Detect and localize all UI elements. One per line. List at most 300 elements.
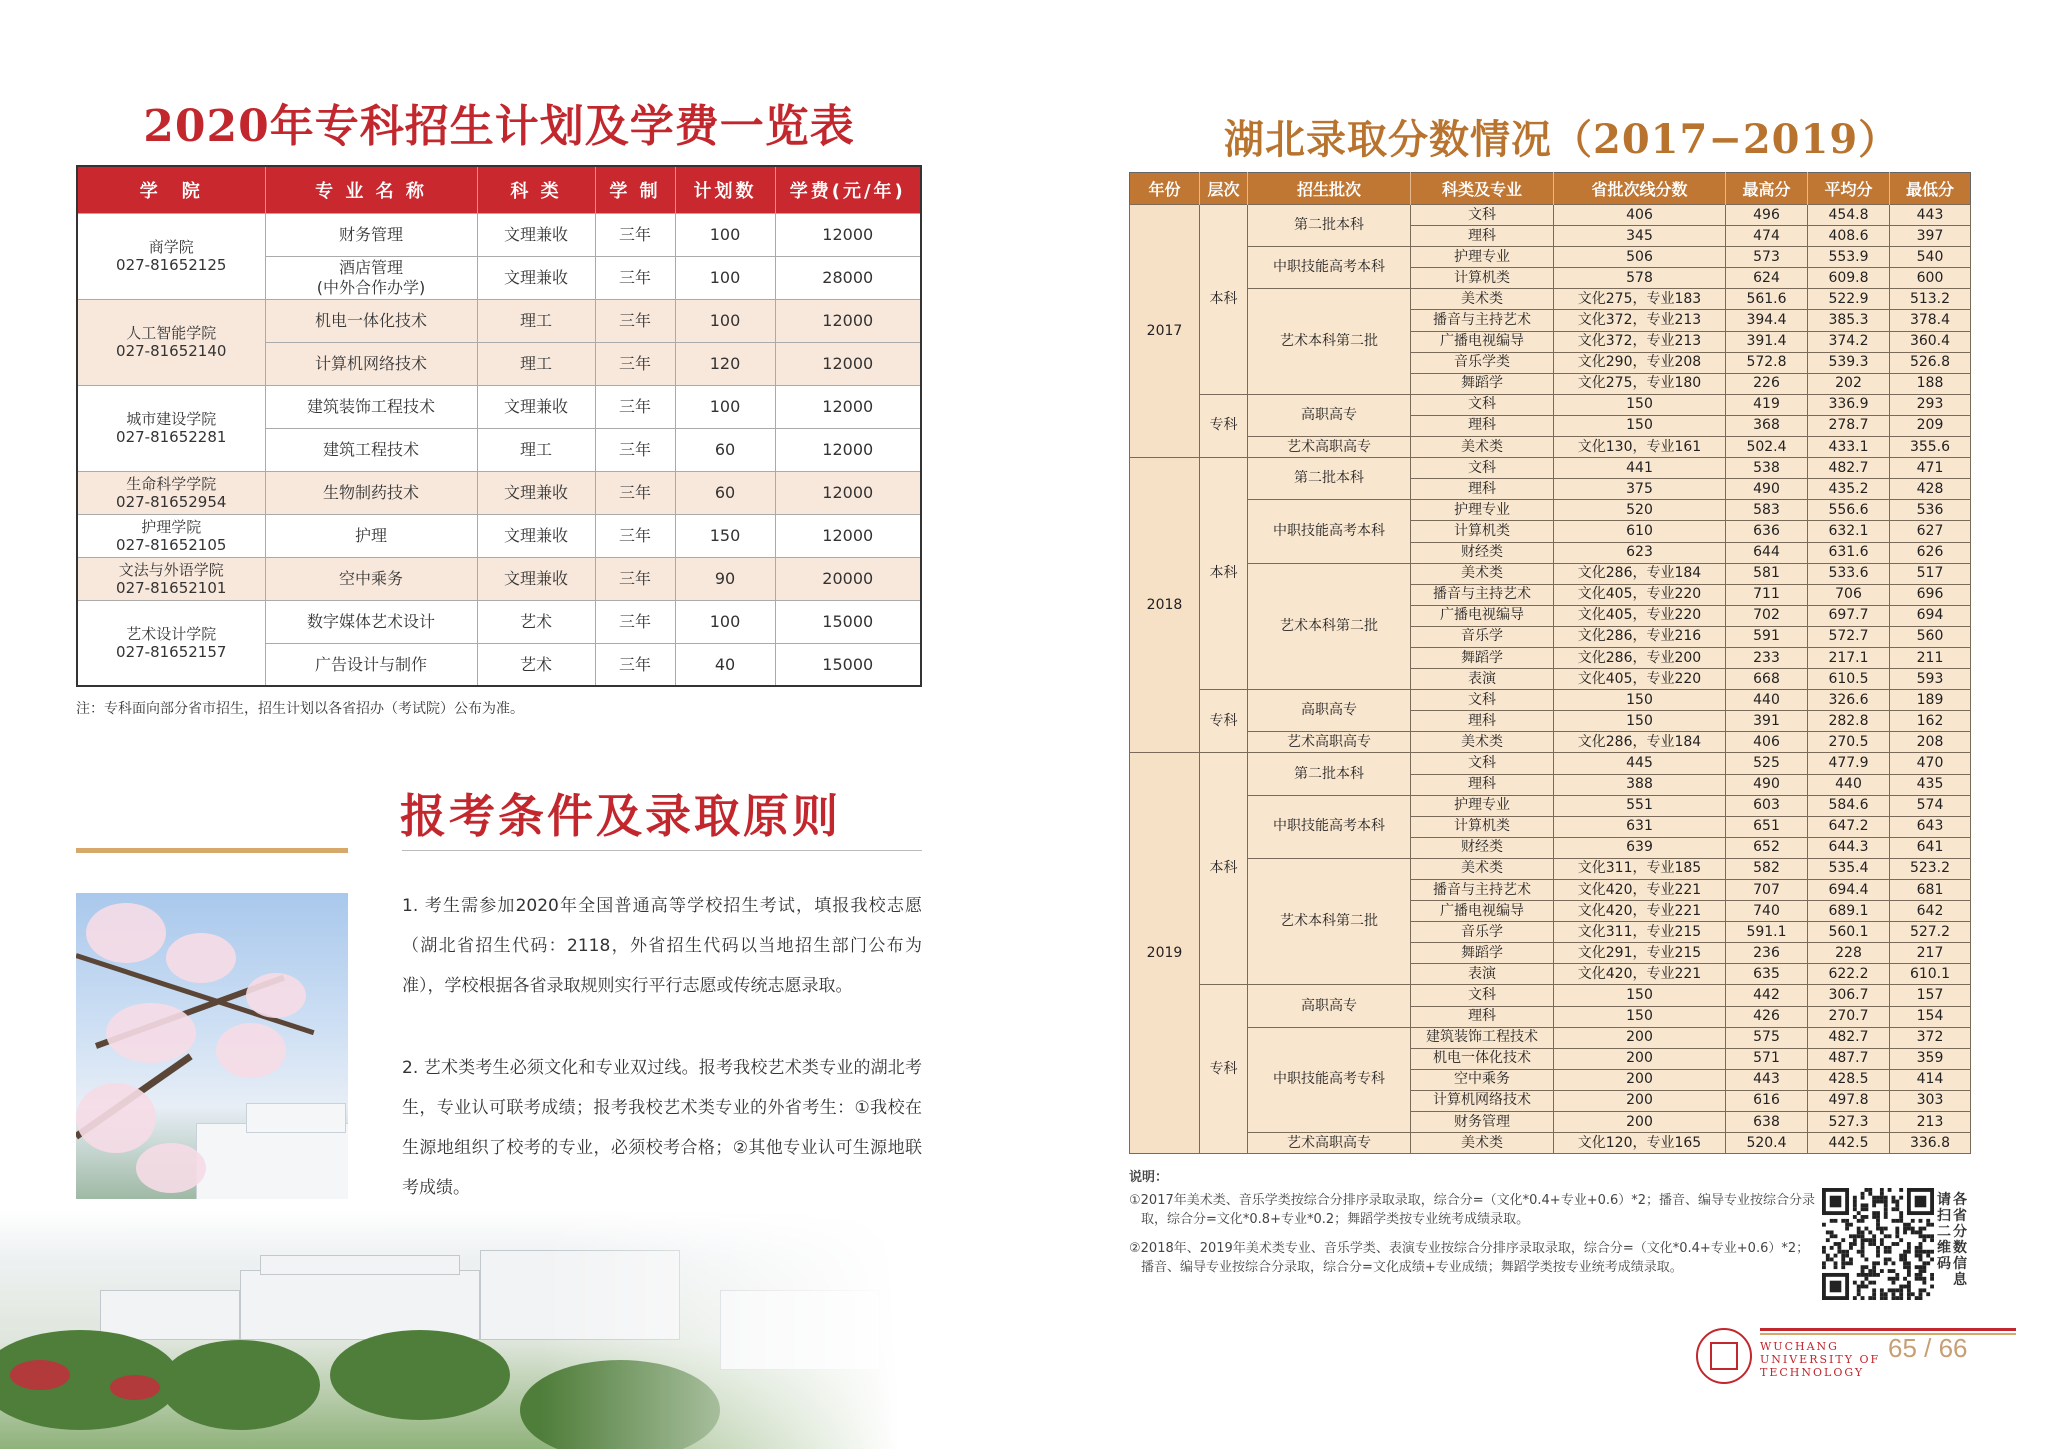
fee-cell: 12000 <box>775 213 921 256</box>
table-row <box>77 557 921 600</box>
avg-cell: 217.1 <box>1808 647 1890 668</box>
table-row <box>77 600 921 643</box>
avg-cell: 533.6 <box>1808 563 1890 584</box>
major-cell: 舞蹈学 <box>1411 943 1554 964</box>
university-seal-icon <box>1696 1328 1752 1384</box>
max-cell: 520.4 <box>1726 1133 1808 1154</box>
major-cell: 舞蹈学 <box>1411 373 1554 394</box>
avg-cell: 270.5 <box>1808 732 1890 753</box>
avg-cell: 487.7 <box>1808 1048 1890 1069</box>
type-cell: 文理兼收 <box>477 213 595 256</box>
college-phone: 027-81652105 <box>116 535 227 554</box>
batch-cell: 艺术本科第二批 <box>1248 858 1411 985</box>
table-row <box>77 514 921 557</box>
college-cell <box>77 471 265 514</box>
score-body <box>1130 205 1971 1154</box>
right-page <box>1024 0 2048 1449</box>
score-header-max: 最高分 <box>1726 173 1808 205</box>
level-cell: 专科 <box>1200 985 1248 1154</box>
avg-cell: 408.6 <box>1808 226 1890 247</box>
major-name: 生物制药技术 <box>322 482 419 502</box>
level-cell: 专科 <box>1200 394 1248 457</box>
line-cell: 文化286，专业216 <box>1554 626 1726 647</box>
college-name: 文法与外语学院 <box>118 560 224 579</box>
major-cell: 美术类 <box>1411 1133 1554 1154</box>
major-cell <box>265 256 477 299</box>
avg-cell: 560.1 <box>1808 922 1890 943</box>
max-cell: 419 <box>1726 394 1808 415</box>
footer-rule <box>1760 1328 2016 1331</box>
major-cell: 文科 <box>1411 753 1554 774</box>
max-cell: 707 <box>1726 880 1808 901</box>
min-cell: 527.2 <box>1890 922 1971 943</box>
score-header-row <box>1130 173 1971 205</box>
section-rule-accent <box>76 848 348 853</box>
type-cell: 文理兼收 <box>477 557 595 600</box>
plan-cell: 100 <box>675 600 775 643</box>
max-cell: 582 <box>1726 858 1808 879</box>
college-cell <box>77 557 265 600</box>
line-cell: 200 <box>1554 1090 1726 1111</box>
college-cell <box>77 299 265 385</box>
batch-cell: 艺术高职高专 <box>1248 437 1411 458</box>
avg-cell: 442.5 <box>1808 1133 1890 1154</box>
table-row <box>77 213 921 256</box>
years-cell: 三年 <box>595 299 675 342</box>
line-cell: 150 <box>1554 985 1726 1006</box>
major-cell: 表演 <box>1411 669 1554 690</box>
min-cell: 540 <box>1890 247 1971 268</box>
major-cell: 广播电视编导 <box>1411 605 1554 626</box>
table-row <box>1130 247 1971 268</box>
years-cell: 三年 <box>595 428 675 471</box>
line-cell: 文化372，专业213 <box>1554 331 1726 352</box>
min-cell: 560 <box>1890 626 1971 647</box>
major-name: 广告设计与制作 <box>314 654 427 674</box>
min-cell: 293 <box>1890 394 1971 415</box>
type-cell: 文理兼收 <box>477 256 595 299</box>
min-cell: 360.4 <box>1890 331 1971 352</box>
major-cell: 财经类 <box>1411 837 1554 858</box>
qr-code-icon[interactable] <box>1822 1188 1934 1300</box>
college-cell <box>77 385 265 471</box>
max-cell: 583 <box>1726 500 1808 521</box>
line-cell: 200 <box>1554 1048 1726 1069</box>
line-cell: 150 <box>1554 415 1726 436</box>
page-number: 65 / 66 <box>1888 1333 1968 1363</box>
avg-cell: 584.6 <box>1808 795 1890 816</box>
logo-line-3: TECHNOLOGY <box>1760 1366 1865 1379</box>
major-cell: 财务管理 <box>1411 1112 1554 1133</box>
avg-cell: 644.3 <box>1808 837 1890 858</box>
major-cell: 护理专业 <box>1411 795 1554 816</box>
major-cell: 理科 <box>1411 415 1554 436</box>
avg-cell: 374.2 <box>1808 331 1890 352</box>
min-cell: 372 <box>1890 1027 1971 1048</box>
logo-line-1: WUCHANG <box>1760 1340 1839 1353</box>
plan-note: 注：专科面向部分省市招生，招生计划以各省招办（考试院）公布为准。 <box>76 701 524 717</box>
score-header-major: 科类及专业 <box>1411 173 1554 205</box>
line-cell: 文化420，专业221 <box>1554 964 1726 985</box>
line-cell: 文化286，专业184 <box>1554 732 1726 753</box>
line-cell: 文化405，专业220 <box>1554 669 1726 690</box>
fee-cell: 15000 <box>775 643 921 686</box>
max-cell: 740 <box>1726 901 1808 922</box>
avg-cell: 694.4 <box>1808 880 1890 901</box>
min-cell: 574 <box>1890 795 1971 816</box>
min-cell: 428 <box>1890 479 1971 500</box>
min-cell: 157 <box>1890 985 1971 1006</box>
plan-cell: 150 <box>675 514 775 557</box>
fee-cell: 12000 <box>775 299 921 342</box>
avg-cell: 697.7 <box>1808 605 1890 626</box>
major-cell: 计算机类 <box>1411 816 1554 837</box>
avg-cell: 497.8 <box>1808 1090 1890 1111</box>
line-cell: 639 <box>1554 837 1726 858</box>
avg-cell: 454.8 <box>1808 205 1890 226</box>
major-cell: 表演 <box>1411 964 1554 985</box>
line-cell: 150 <box>1554 711 1726 732</box>
max-cell: 591.1 <box>1726 922 1808 943</box>
min-cell: 610.1 <box>1890 964 1971 985</box>
college-phone: 027-81652954 <box>116 492 227 511</box>
fee-cell: 15000 <box>775 600 921 643</box>
major-cell: 理科 <box>1411 1006 1554 1027</box>
fee-cell: 12000 <box>775 342 921 385</box>
major-note: (中外合作办学) <box>316 277 426 297</box>
max-cell: 571 <box>1726 1048 1808 1069</box>
avg-cell: 522.9 <box>1808 289 1890 310</box>
years-cell: 三年 <box>595 557 675 600</box>
min-cell: 211 <box>1890 647 1971 668</box>
min-cell: 435 <box>1890 774 1971 795</box>
college-phone: 027-81652140 <box>116 342 227 360</box>
type-cell: 文理兼收 <box>477 385 595 428</box>
years-cell: 三年 <box>595 385 675 428</box>
max-cell: 426 <box>1726 1006 1808 1027</box>
year-cell: 2018 <box>1130 458 1200 753</box>
major-cell: 舞蹈学 <box>1411 647 1554 668</box>
college-name: 商学院 <box>148 238 194 256</box>
max-cell: 443 <box>1726 1069 1808 1090</box>
line-cell: 150 <box>1554 690 1726 711</box>
line-cell: 150 <box>1554 1006 1726 1027</box>
score-table-title: 湖北录取分数情况（2017−2019） <box>1224 116 1900 163</box>
fee-cell: 12000 <box>775 428 921 471</box>
explanation-2: ②2018年、2019年美术类专业、音乐学类、表演专业按综合分排序录取录取，综合分=（文化*0.4+专业+0.6）*2；播音、编导专业按综合分录取，综合分=文化成绩+专业成绩；舞蹈学类按专业统考成绩录取。 <box>1129 1241 1810 1275</box>
line-cell: 文化405，专业220 <box>1554 605 1726 626</box>
major-cell: 播音与主持艺术 <box>1411 310 1554 331</box>
line-cell: 文化120，专业165 <box>1554 1133 1726 1154</box>
min-cell: 600 <box>1890 268 1971 289</box>
major-name: 护理 <box>354 525 387 545</box>
line-cell: 200 <box>1554 1069 1726 1090</box>
max-cell: 490 <box>1726 774 1808 795</box>
plan-cell: 60 <box>675 471 775 514</box>
years-cell: 三年 <box>595 600 675 643</box>
max-cell: 226 <box>1726 373 1808 394</box>
min-cell: 303 <box>1890 1090 1971 1111</box>
major-cell: 理科 <box>1411 479 1554 500</box>
major-cell: 美术类 <box>1411 858 1554 879</box>
college-phone: 027-81652125 <box>116 256 227 274</box>
major-cell: 文科 <box>1411 690 1554 711</box>
table-row <box>1130 1133 1971 1154</box>
major-cell: 音乐学 <box>1411 922 1554 943</box>
line-cell: 345 <box>1554 226 1726 247</box>
max-cell: 368 <box>1726 415 1808 436</box>
table-row <box>1130 394 1971 415</box>
major-cell <box>265 213 477 256</box>
avg-cell: 572.7 <box>1808 626 1890 647</box>
section-rule <box>402 850 922 851</box>
max-cell: 638 <box>1726 1112 1808 1133</box>
min-cell: 443 <box>1890 205 1971 226</box>
min-cell: 593 <box>1890 669 1971 690</box>
college-cell <box>77 213 265 299</box>
line-cell: 文化420，专业221 <box>1554 901 1726 922</box>
major-name: 计算机网络技术 <box>314 353 427 373</box>
avg-cell: 385.3 <box>1808 310 1890 331</box>
line-cell: 文化130，专业161 <box>1554 437 1726 458</box>
max-cell: 644 <box>1726 542 1808 563</box>
avg-cell: 527.3 <box>1808 1112 1890 1133</box>
max-cell: 394.4 <box>1726 310 1808 331</box>
line-cell: 文化372，专业213 <box>1554 310 1726 331</box>
table-row <box>1130 858 1971 879</box>
major-cell <box>265 514 477 557</box>
avg-cell: 556.6 <box>1808 500 1890 521</box>
college-name: 艺术设计学院 <box>126 624 217 643</box>
table-row <box>1130 795 1971 816</box>
max-cell: 474 <box>1726 226 1808 247</box>
avg-cell: 622.2 <box>1808 964 1890 985</box>
major-cell: 文科 <box>1411 205 1554 226</box>
score-header-batch: 招生批次 <box>1248 173 1411 205</box>
major-cell: 计算机网络技术 <box>1411 1090 1554 1111</box>
avg-cell: 326.6 <box>1808 690 1890 711</box>
years-cell: 三年 <box>595 471 675 514</box>
min-cell: 397 <box>1890 226 1971 247</box>
batch-cell: 第二批本科 <box>1248 458 1411 500</box>
major-cell: 理科 <box>1411 226 1554 247</box>
batch-cell: 中职技能高考本科 <box>1248 247 1411 289</box>
max-cell: 651 <box>1726 816 1808 837</box>
cherry-blossom-photo <box>76 893 348 1199</box>
avg-cell: 482.7 <box>1808 1027 1890 1048</box>
table-row <box>1130 437 1971 458</box>
major-cell: 计算机类 <box>1411 268 1554 289</box>
campus-photo <box>0 1210 900 1449</box>
min-cell: 641 <box>1890 837 1971 858</box>
major-cell: 财经类 <box>1411 542 1554 563</box>
major-cell <box>265 385 477 428</box>
min-cell: 189 <box>1890 690 1971 711</box>
avg-cell: 433.1 <box>1808 437 1890 458</box>
line-cell: 506 <box>1554 247 1726 268</box>
line-cell: 文化291，专业215 <box>1554 943 1726 964</box>
section-title: 报考条件及录取原则 <box>400 789 841 843</box>
table-row <box>1130 690 1971 711</box>
max-cell: 624 <box>1726 268 1808 289</box>
avg-cell: 610.5 <box>1808 669 1890 690</box>
table-row <box>1130 732 1971 753</box>
line-cell: 文化290，专业208 <box>1554 352 1726 373</box>
major-cell: 机电一体化技术 <box>1411 1048 1554 1069</box>
min-cell: 336.8 <box>1890 1133 1971 1154</box>
major-cell: 美术类 <box>1411 289 1554 310</box>
college-cell <box>77 514 265 557</box>
major-cell <box>265 342 477 385</box>
avg-cell: 306.7 <box>1808 985 1890 1006</box>
college-phone: 027-81652157 <box>116 642 227 661</box>
min-cell: 470 <box>1890 753 1971 774</box>
line-cell: 610 <box>1554 521 1726 542</box>
table-row <box>77 385 921 428</box>
min-cell: 523.2 <box>1890 858 1971 879</box>
table-row <box>1130 753 1971 774</box>
line-cell: 文化311，专业215 <box>1554 922 1726 943</box>
major-cell: 播音与主持艺术 <box>1411 880 1554 901</box>
years-cell: 三年 <box>595 643 675 686</box>
major-cell: 护理专业 <box>1411 500 1554 521</box>
max-cell: 668 <box>1726 669 1808 690</box>
paragraph-1: 1. 考生需参加2020年全国普通高等学校招生考试，填报我校志愿（湖北省招生代码：2118，外省招生代码以当地招生部门公布为准），学校根据各省录取规则实行平行志愿或传统志愿录取。 <box>402 896 922 996</box>
max-cell: 233 <box>1726 647 1808 668</box>
line-cell: 文化420，专业221 <box>1554 880 1726 901</box>
avg-cell: 228 <box>1808 943 1890 964</box>
score-header-avg: 平均分 <box>1808 173 1890 205</box>
line-cell: 631 <box>1554 816 1726 837</box>
max-cell: 636 <box>1726 521 1808 542</box>
line-cell: 578 <box>1554 268 1726 289</box>
major-cell <box>265 299 477 342</box>
college-name: 城市建设学院 <box>126 410 217 428</box>
year-cell: 2019 <box>1130 753 1200 1154</box>
max-cell: 603 <box>1726 795 1808 816</box>
major-cell: 广播电视编导 <box>1411 331 1554 352</box>
level-cell: 本科 <box>1200 753 1248 985</box>
max-cell: 440 <box>1726 690 1808 711</box>
line-cell: 445 <box>1554 753 1726 774</box>
college-cell <box>77 600 265 686</box>
avg-cell: 278.7 <box>1808 415 1890 436</box>
max-cell: 525 <box>1726 753 1808 774</box>
major-cell: 美术类 <box>1411 732 1554 753</box>
year-cell: 2017 <box>1130 205 1200 458</box>
avg-cell: 202 <box>1808 373 1890 394</box>
avg-cell: 477.9 <box>1808 753 1890 774</box>
avg-cell: 706 <box>1808 584 1890 605</box>
explanation-heading: 说明： <box>1129 1170 1169 1185</box>
max-cell: 702 <box>1726 605 1808 626</box>
avg-cell: 689.1 <box>1808 901 1890 922</box>
level-cell: 专科 <box>1200 690 1248 753</box>
max-cell: 591 <box>1726 626 1808 647</box>
plan-header-type: 科 类 <box>477 166 595 213</box>
paragraph-2: 2. 艺术类考生必须文化和专业双过线。报考我校艺术类专业的湖北考生，专业认可联考成绩；报考我校艺术类专业的外省考生：①我校在生源地组织了校考的专业，必须校考合格；②其他专业认可生源地联考成绩。 <box>402 1058 922 1198</box>
min-cell: 642 <box>1890 901 1971 922</box>
major-cell <box>265 428 477 471</box>
min-cell: 643 <box>1890 816 1971 837</box>
plan-cell: 100 <box>675 213 775 256</box>
qr-caption <box>1936 1192 1986 1288</box>
batch-cell: 高职高专 <box>1248 985 1411 1027</box>
major-name: 空中乘务 <box>338 568 403 588</box>
min-cell: 213 <box>1890 1112 1971 1133</box>
max-cell: 490 <box>1726 479 1808 500</box>
line-cell: 441 <box>1554 458 1726 479</box>
years-cell: 三年 <box>595 213 675 256</box>
major-cell <box>265 557 477 600</box>
avg-cell: 647.2 <box>1808 816 1890 837</box>
avg-cell: 631.6 <box>1808 542 1890 563</box>
batch-cell: 艺术高职高专 <box>1248 1133 1411 1154</box>
major-cell: 播音与主持艺术 <box>1411 584 1554 605</box>
max-cell: 502.4 <box>1726 437 1808 458</box>
avg-cell: 282.8 <box>1808 711 1890 732</box>
max-cell: 406 <box>1726 732 1808 753</box>
college-name: 生命科学学院 <box>126 474 217 493</box>
years-cell: 三年 <box>595 514 675 557</box>
line-cell: 200 <box>1554 1027 1726 1048</box>
min-cell: 681 <box>1890 880 1971 901</box>
major-cell: 计算机类 <box>1411 521 1554 542</box>
major-cell: 文科 <box>1411 458 1554 479</box>
plan-header-row <box>77 166 921 213</box>
college-phone: 027-81652281 <box>116 428 227 446</box>
avg-cell: 632.1 <box>1808 521 1890 542</box>
line-cell: 388 <box>1554 774 1726 795</box>
major-cell: 文科 <box>1411 394 1554 415</box>
major-cell: 护理专业 <box>1411 247 1554 268</box>
avg-cell: 435.2 <box>1808 479 1890 500</box>
min-cell: 513.2 <box>1890 289 1971 310</box>
min-cell: 378.4 <box>1890 310 1971 331</box>
enrollment-plan-table <box>76 165 922 687</box>
min-cell: 471 <box>1890 458 1971 479</box>
batch-cell: 中职技能高考本科 <box>1248 795 1411 858</box>
score-header-line: 省批次线分数 <box>1554 173 1726 205</box>
major-name: 财务管理 <box>338 224 403 244</box>
plan-cell: 100 <box>675 299 775 342</box>
max-cell: 635 <box>1726 964 1808 985</box>
years-cell: 三年 <box>595 342 675 385</box>
table-row <box>77 299 921 342</box>
line-cell: 623 <box>1554 542 1726 563</box>
qr-caption-col2: 各省分数信息 <box>1953 1192 1967 1288</box>
major-name: 酒店管理 <box>338 258 403 278</box>
fee-cell: 12000 <box>775 385 921 428</box>
plan-table-title: 2020年专科招生计划及学费一览表 <box>143 101 855 152</box>
min-cell: 526.8 <box>1890 352 1971 373</box>
score-header-min: 最低分 <box>1890 173 1971 205</box>
plan-cell: 100 <box>675 256 775 299</box>
min-cell: 517 <box>1890 563 1971 584</box>
batch-cell: 艺术高职高专 <box>1248 732 1411 753</box>
min-cell: 188 <box>1890 373 1971 394</box>
min-cell: 694 <box>1890 605 1971 626</box>
explanation-1: ①2017年美术类、音乐学类按综合分排序录取录取，综合分=（文化*0.4+专业+0.6）*2；播音、编导专业按综合分录取，综合分=文化*0.8+专业*0.2；舞蹈学类按专业统考成绩录取。 <box>1129 1193 1816 1227</box>
min-cell: 696 <box>1890 584 1971 605</box>
batch-cell: 中职技能高考本科 <box>1248 500 1411 563</box>
college-name: 护理学院 <box>141 517 202 536</box>
line-cell: 文化405，专业220 <box>1554 584 1726 605</box>
line-cell: 文化286，专业200 <box>1554 647 1726 668</box>
college-phone: 027-81652101 <box>116 578 227 597</box>
college-name: 人工智能学院 <box>126 324 217 342</box>
plan-cell: 60 <box>675 428 775 471</box>
